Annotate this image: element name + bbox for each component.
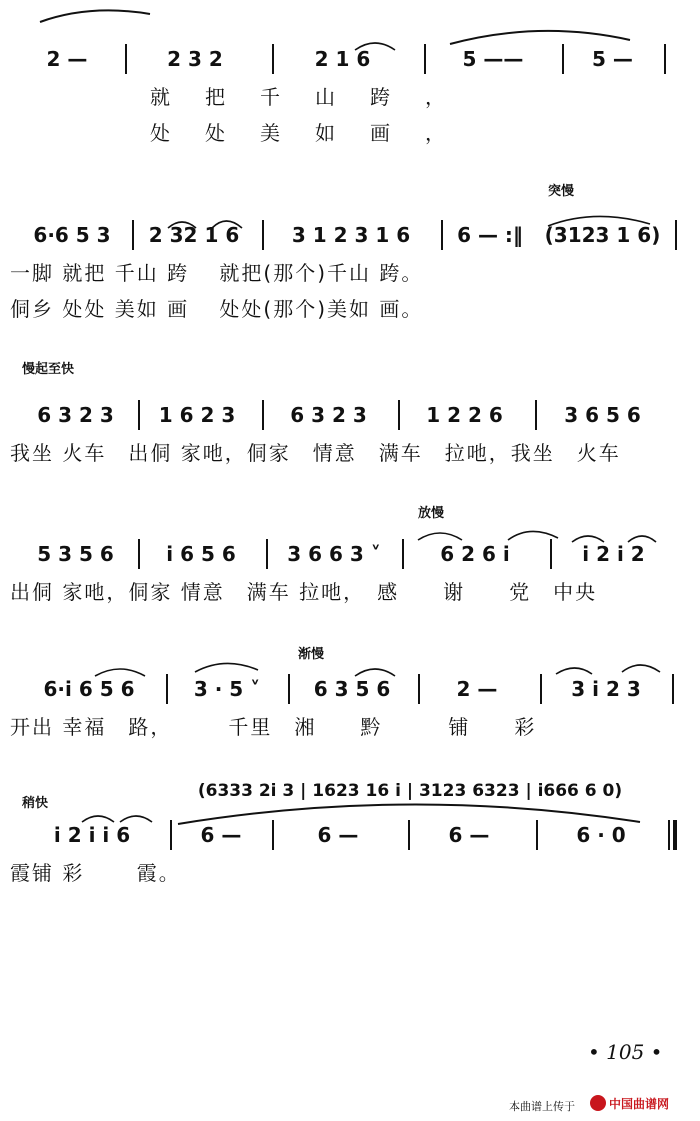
measure: 2 — bbox=[46, 47, 88, 71]
logo-icon bbox=[590, 1095, 606, 1111]
bar-line bbox=[138, 539, 140, 569]
lyric-line: 处处美如画， bbox=[150, 121, 480, 145]
measure: 6 2 6 i bbox=[440, 542, 510, 566]
tempo-mark: 渐慢 bbox=[298, 647, 325, 662]
bar-line bbox=[262, 220, 264, 250]
site-name: 中国曲谱网 bbox=[609, 1097, 670, 1111]
bar-line bbox=[262, 400, 264, 430]
measure: 6 3 2 3 bbox=[37, 403, 114, 427]
bar-line bbox=[170, 820, 172, 850]
bar-line bbox=[132, 220, 134, 250]
lyric-line: 霞铺 彩 霞。 bbox=[10, 861, 181, 885]
measure: 6 — bbox=[200, 823, 242, 847]
measure: 2 32 1 6 bbox=[148, 223, 240, 247]
tempo-mark: 突慢 bbox=[548, 184, 575, 199]
lyric-line: 我坐 火车 出侗 家吔，侗家 情意 满车 拉吔，我坐 火车 bbox=[10, 441, 621, 465]
tempo-mark: 放慢 bbox=[418, 506, 445, 521]
tempo-mark: 稍快 bbox=[22, 796, 49, 811]
measure: 6·i 6 5 6 bbox=[43, 677, 135, 701]
measure: 2 3 2 bbox=[167, 47, 223, 71]
measure: 5 3 5 6 bbox=[37, 542, 114, 566]
bar-line bbox=[288, 674, 290, 704]
bar-line bbox=[398, 400, 400, 430]
lyric-line: 就把千山跨， bbox=[150, 85, 480, 109]
bar-line bbox=[266, 539, 268, 569]
measure: i 2 i i 6 bbox=[53, 823, 131, 847]
bar-line bbox=[272, 820, 274, 850]
measure: (3123 1 6) bbox=[544, 223, 661, 247]
measure: 1 6 2 3 bbox=[158, 403, 236, 427]
bar-line bbox=[672, 674, 674, 704]
measure: 3 1 2 3 1 6 bbox=[291, 223, 411, 247]
bar-line bbox=[125, 44, 127, 74]
bar-line bbox=[664, 44, 666, 74]
measure: 5 —— bbox=[462, 47, 524, 71]
lyric-line: 开出 幸福 路， 千里 湘 黔 铺 彩 bbox=[10, 715, 537, 739]
bar-line bbox=[550, 539, 552, 569]
measure: 6 — bbox=[317, 823, 359, 847]
measure: 6 3 2 3 bbox=[290, 403, 367, 427]
bar-line bbox=[540, 674, 542, 704]
lyric-line: 侗乡 处处 美如 画 处处(那个)美如 画。 bbox=[10, 297, 424, 321]
bar-line bbox=[138, 400, 140, 430]
bar-line bbox=[562, 44, 564, 74]
bar-line bbox=[536, 820, 538, 850]
bar-line bbox=[675, 220, 677, 250]
bar-line bbox=[418, 674, 420, 704]
measure: i 6 5 6 bbox=[166, 542, 236, 566]
bar-line bbox=[535, 400, 537, 430]
bar-line bbox=[424, 44, 426, 74]
lyric-line: 出侗 家吔，侗家 情意 满车 拉吔， 感 谢 党 中央 bbox=[10, 580, 598, 604]
page-number: • 105 • bbox=[588, 1040, 663, 1064]
measure: 3 6 6 3 ˅ bbox=[287, 542, 381, 566]
measure: 6 — bbox=[448, 823, 490, 847]
measure: 2 — bbox=[456, 677, 498, 701]
measure: 6 — :‖ bbox=[457, 223, 523, 247]
measure: 1 2 2 6 bbox=[426, 403, 503, 427]
lyric-line: 一脚 就把 千山 跨 就把(那个)千山 跨。 bbox=[10, 261, 424, 285]
bar-line bbox=[166, 674, 168, 704]
measure: 6 3 5 6 bbox=[313, 677, 391, 701]
upload-note: 本曲谱上传于 bbox=[509, 1100, 575, 1113]
measure: i 2 i 2 bbox=[582, 542, 645, 566]
measure: 3 6 5 6 bbox=[564, 403, 641, 427]
measure: 2 1 6 bbox=[314, 47, 371, 71]
instrumental-interlude: (6333 2i 3 | 1623 16 i | 3123 6323 | i666 6 0) bbox=[197, 781, 623, 801]
measure: 5 — bbox=[592, 47, 633, 71]
site-logo bbox=[590, 1094, 698, 1112]
bar-line bbox=[272, 44, 274, 74]
measure: 3 · 5 ˅ bbox=[193, 677, 261, 701]
measure: 6 · 0 bbox=[576, 823, 626, 847]
bar-line bbox=[402, 539, 404, 569]
bar-line bbox=[668, 820, 670, 850]
measure: 3 i 2 3 bbox=[571, 677, 641, 701]
measure: 6·6 5 3 bbox=[33, 223, 111, 247]
bar-line bbox=[441, 220, 443, 250]
tempo-mark: 慢起至快 bbox=[22, 362, 75, 377]
final-bar-line bbox=[673, 820, 677, 850]
bar-line bbox=[408, 820, 410, 850]
